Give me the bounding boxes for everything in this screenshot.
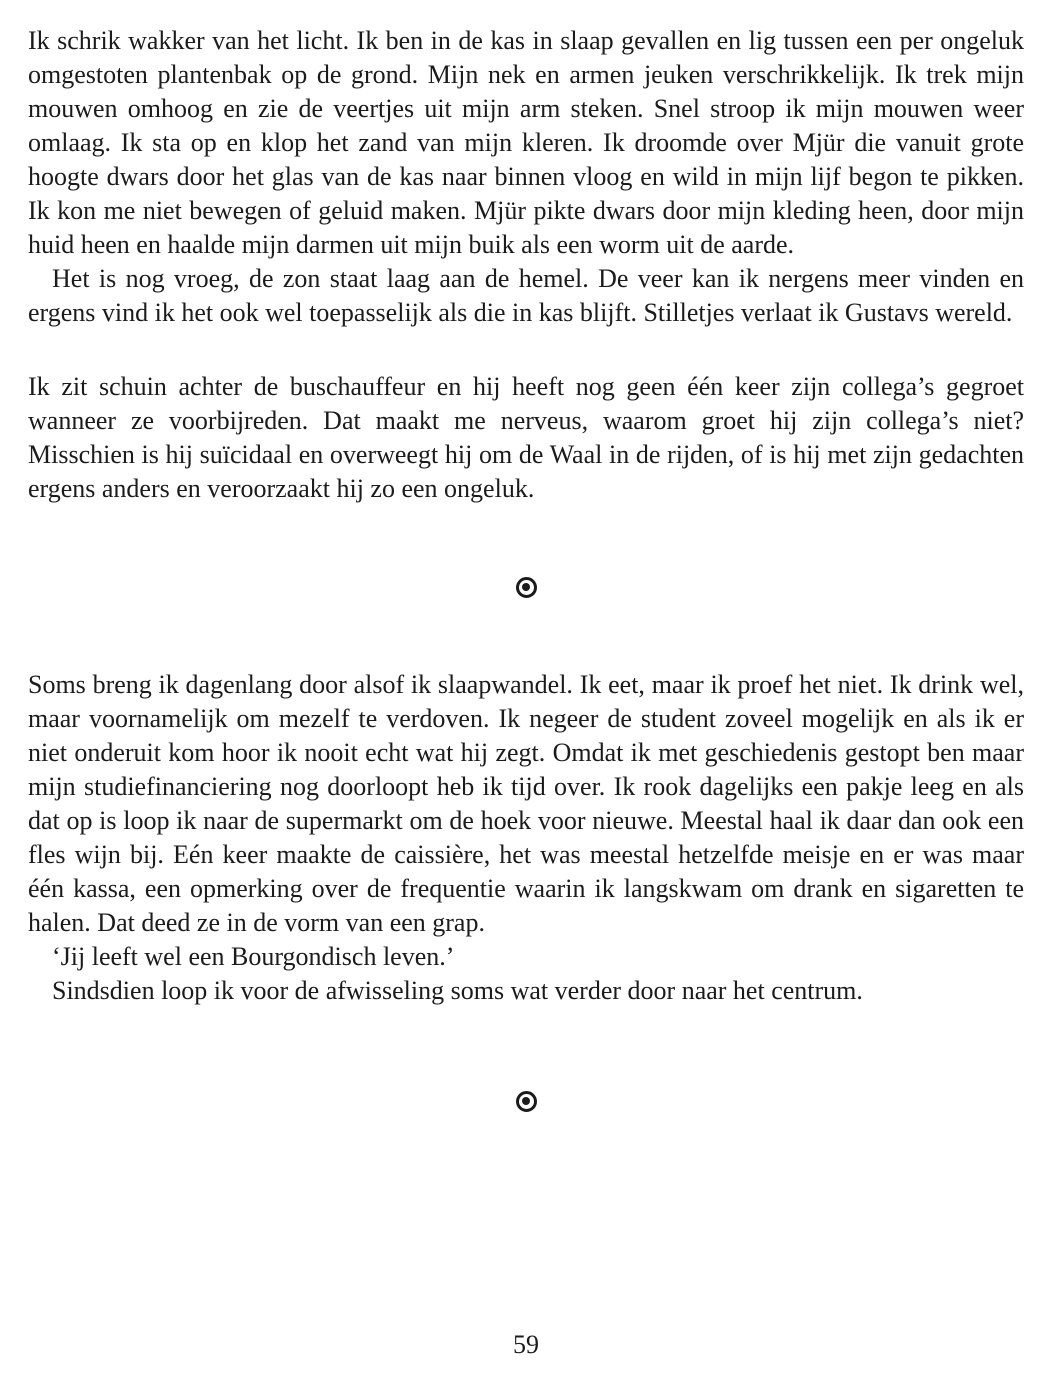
paragraph-morning: Het is nog vroeg, de zon staat laag aan de hemel. De veer kan ik nergens meer vinden en ergens vind ik het ook wel toepasselijk als die in kas blijft. Stilletjes verlaat ik Gustavs wereld. bbox=[28, 264, 1024, 327]
fisheye-icon bbox=[516, 1091, 537, 1112]
paragraph-sleepwalk: Soms breng ik dagenlang door alsof ik slaapwandel. Ik eet, maar ik proef het niet. Ik drink wel, maar voornamelijk om mezelf te verdoven. Ik negeer de student zoveel mogelijk en als ik er niet onderuit kom hoor ik nooit echt wat hij zegt. Omdat ik met geschiedenis gestopt ben maar mijn studiefinanciering nog doorloopt heb ik tijd over. Ik rook dagelijks een pakje leeg en als dat op is loop ik naar de supermarkt om de hoek voor nieuwe. Meestal haal ik daar dan ook een fles wijn bij. Eén keer maakte de caissière, het was meestal hetzelfde meisje en er was maar één kassa, een opmerking over de frequentie waarin ik langskwam om drank en sigaretten te halen. Dat deed ze in de vorm van een grap. bbox=[28, 670, 1024, 937]
section-separator bbox=[28, 576, 1024, 598]
paragraph-dream: Ik schrik wakker van het licht. Ik ben in de kas in slaap gevallen en lig tussen een per ongeluk omgestoten plantenbak op de grond. Mijn nek en armen jeuken verschrikkelijk. Ik trek mijn mouwen omhoog en zie de veertjes uit mijn arm steken. Snel stroop ik mijn mouwen weer omlaag. Ik sta op en klop het zand van mijn kleren. Ik droomde over Mjür die vanuit grote hoogte dwars door het glas van de kas naar binnen vloog en wild in mijn lijf begon te pikken. Ik kon me niet bewegen of geluid maken. Mjür pikte dwars door mijn kleding heen, door mijn huid heen en haalde mijn darmen uit mijn buik als een worm uit de aarde. bbox=[28, 26, 1024, 259]
section-separator bbox=[28, 1090, 1024, 1112]
paragraph-busdriver: Ik zit schuin achter de buschauffeur en hij heeft nog geen één keer zijn collega’s gegroet wanneer ze voorbijreden. Dat maakt me nerveus, waarom groet hij zijn collega’s niet? Misschien is hij suïcidaal en overweegt hij om de Waal in de rijden, of is hij met zijn gedachten ergens anders en veroorzaakt hij zo een ongeluk. bbox=[28, 372, 1024, 503]
page-number: 59 bbox=[513, 1330, 539, 1359]
paragraph-quote: ‘Jij leeft wel een Bourgondisch leven.’ bbox=[52, 942, 455, 971]
paragraph-centrum: Sindsdien loop ik voor de afwisseling soms wat verder door naar het centrum. bbox=[52, 976, 863, 1005]
fisheye-icon bbox=[516, 577, 537, 598]
